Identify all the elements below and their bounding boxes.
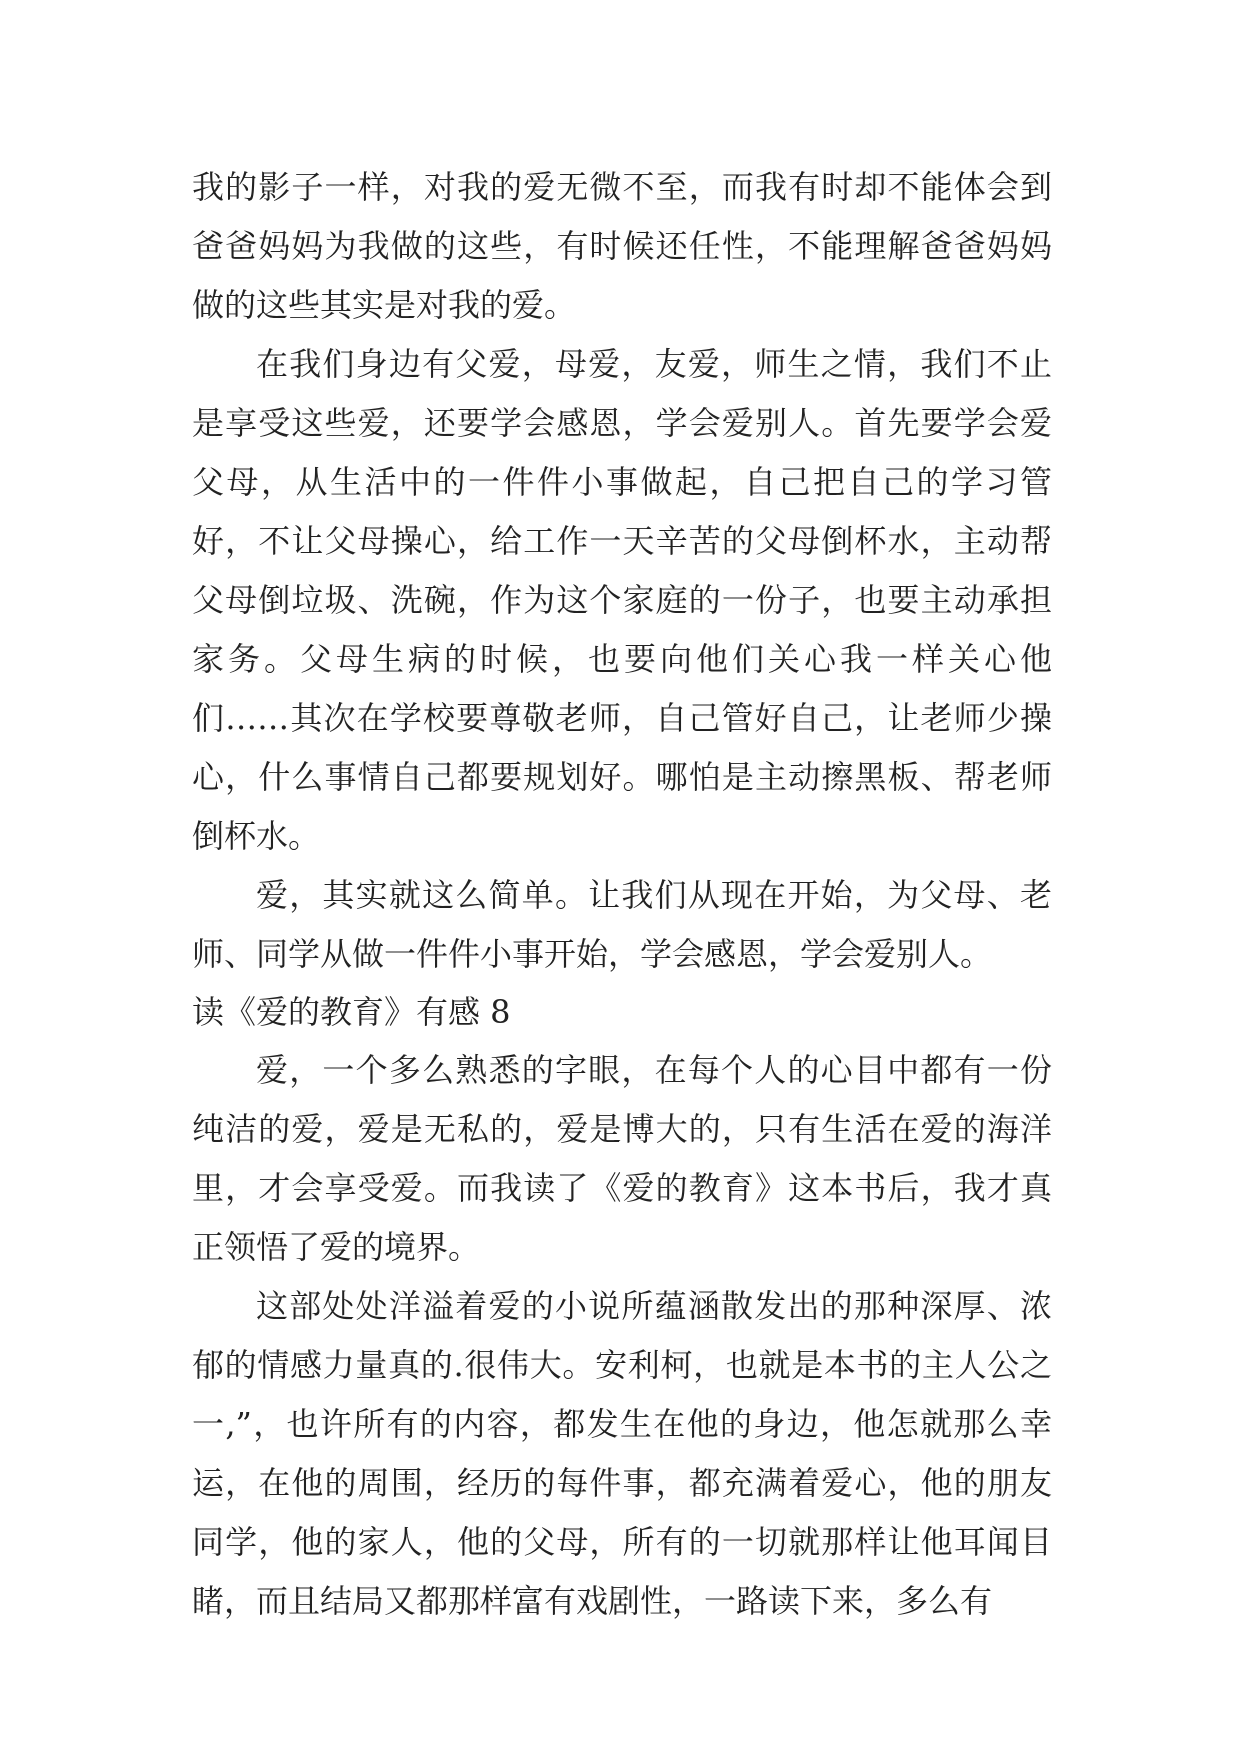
paragraph-intro-love: 爱，一个多么熟悉的字眼，在每个人的心目中都有一份纯洁的爱，爱是无私的，爱是博大的，只有生活在爱的海洋里，才会享受爱。而我读了《爱的教育》这本书后，我才真正领悟了爱的境界。	[192, 1051, 1052, 1266]
document-body	[192, 158, 1052, 1631]
paragraph-novel-description: 这部处处洋溢着爱的小说所蕴涵散发出的那种深厚、浓郁的情感力量真的.很伟大。安利柯，也就是本书的主人公之一,”，也许所有的内容，都发生在他的身边，他怎就那么幸运，在他的周围，经历的每件事，都充满着爱心，他的朋友同学，他的家人，他的父母，所有的一切就那样让他耳闻目睹，而且结局又都那样富有戏剧性，一路读下来，多么有	[192, 1287, 1052, 1620]
section-heading: 读《爱的教育》有感 8	[192, 993, 511, 1031]
paragraph-conclusion: 爱，其实就这么简单。让我们从现在开始，为父母、老师、同学从做一件件小事开始，学会感恩，学会爱别人。	[192, 876, 1052, 973]
paragraph-continuation: 我的影子一样，对我的爱无微不至，而我有时却不能体会到爸爸妈妈为我做的这些，有时候还任性，不能理解爸爸妈妈做的这些其实是对我的爱。	[192, 168, 1052, 324]
paragraph-gratitude: 在我们身边有父爱，母爱，友爱，师生之情，我们不止是享受这些爱，还要学会感恩，学会爱别人。首先要学会爱父母，从生活中的一件件小事做起，自己把自己的学习管好，不让父母操心，给工作一天辛苦的父母倒杯水，主动帮父母倒垃圾、洗碗，作为这个家庭的一份子，也要主动承担家务。父母生病的时候，也要向他们关心我一样关心他们……其次在学校要尊敬老师，自己管好自己，让老师少操心，什么事情自己都要规划好。哪怕是主动擦黑板、帮老师倒杯水。	[192, 345, 1052, 855]
